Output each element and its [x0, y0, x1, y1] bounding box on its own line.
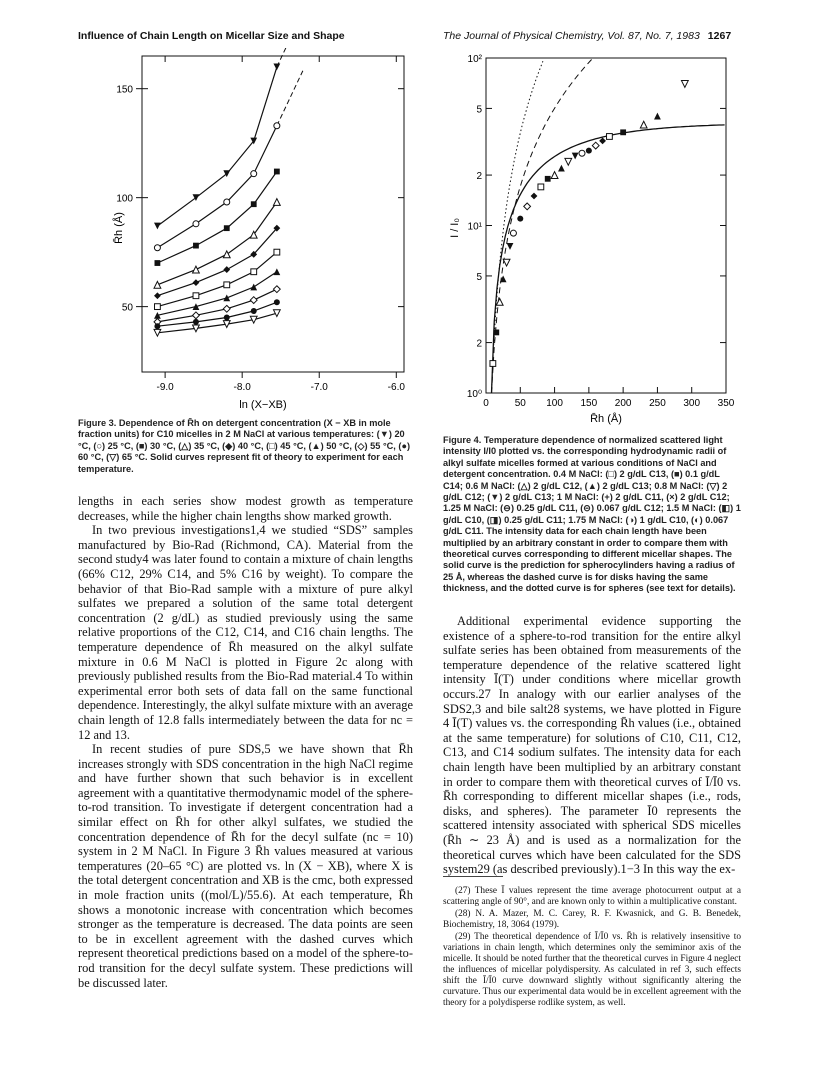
data-point: [224, 225, 230, 231]
data-point: [654, 113, 661, 120]
data-point: [193, 221, 199, 227]
data-point: [251, 308, 257, 314]
data-point: [586, 148, 592, 154]
data-point: [154, 292, 161, 299]
data-point: [531, 193, 538, 200]
dashed-extrapolation: [277, 48, 303, 67]
x-tick-label: 150: [580, 398, 598, 409]
disk-curve: [492, 58, 594, 393]
data-point: [155, 304, 161, 310]
x-tick-label: 0: [483, 398, 489, 409]
data-point: [503, 259, 510, 266]
left-column-text: [78, 494, 413, 990]
x-tick-label: -6.0: [387, 382, 405, 393]
running-head-left: Influence of Chain Length on Micellar Size and Shape: [78, 30, 345, 42]
fit-curve: [157, 302, 277, 326]
x-tick-label: 250: [649, 398, 666, 409]
y-tick-label: 50: [121, 302, 133, 314]
data-point: [274, 123, 280, 129]
data-point: [640, 121, 647, 128]
data-point: [155, 260, 161, 266]
data-point: [545, 176, 551, 182]
fit-curve: [157, 172, 277, 264]
data-point: [251, 201, 257, 207]
data-point: [599, 137, 606, 144]
x-tick-label: -8.0: [233, 382, 251, 393]
y-tick-label: 10⁰: [466, 389, 482, 400]
data-point: [493, 330, 499, 336]
y-tick-label: 2: [476, 338, 482, 350]
paragraph: In recent studies of pure SDS,5 we have shown that R̄h increases strongly with SDS concentration in the high NaCl regime and have further shown that such behavior is in excellent agreement with a quantitative thermodynamic model of the sphere-to-rod transition. To investigate if detergent concentration had a similar effect on R̄h for other alkyl sulfates, we studied the concentration dependence of R̄h for the decyl sulfate (nc = 10) system in 2 M NaCl. In Figure 3 R̄h values measured at various temperatures (20–65 °C) are plotted vs. ln (X − XB), where X is the total detergent concentration and XB is the cmc, both expressed in mole fraction units ((mol/L)/55.6). At each temperature, R̄h shows a monotonic increase with concentration which becomes stronger as the temperature is decreased. The data points are seen to be in excellent agreement with the dashed curves which represent theoretical predictions based on a model of the sphere-to-rod transition for the decyl sulfate system. These predictions will be discussed later.: [78, 742, 413, 990]
data-point: [193, 312, 200, 319]
paragraph: lengths in each series show modest growth as temperature decreases, while the higher chain lengths show marked growth.: [78, 494, 413, 523]
fit-curve: [157, 67, 277, 226]
y-tick-label: 150: [116, 84, 133, 96]
data-point: [251, 171, 257, 177]
data-point: [496, 298, 503, 305]
footnote: (28) N. A. Mazer, M. C. Carey, R. F. Kwasnick, and G. B. Benedek, Biochemistry, 18, 3064 (1979).: [443, 909, 741, 930]
paragraph: In two previous investigations1,4 we studied “SDS” samples manufactured by Bio-Rad (Richmond, CA). Material from the second study4 was later found to contain a mixture of chain lengths (66% C12, 29% C14, and 5% C16 by weight). To compare the behavior of that Bio-Rad sample with a mixture of pure alkyl sulfates we prepared a solution of the same total detergent concentration (2 g/dL) as studied previously using the same relative proportions of the C12, C14, and C16 chain lengths. The temperature dependence of R̄h measured on the alkyl sulfate mixture in 0.6 M NaCl is plotted in Figure 2c along with previously published results from the Bio-Rad material.4 To within experimental error both sets of data fall on the same functional dependence. Interestingly, the alkyl sulfate mixture with an average chain length of 12.8 falls intermediately between the data for nc = 12 and 13.: [78, 523, 413, 742]
data-point: [273, 286, 280, 293]
data-point: [224, 315, 230, 321]
fit-curve: [157, 289, 277, 322]
fig3-frame: [142, 56, 404, 372]
y-tick-label: 100: [116, 193, 133, 205]
fit-curve: [157, 252, 277, 307]
fit-curve: [157, 126, 277, 248]
data-point: [193, 293, 199, 299]
fig4-ylabel: I / I₀: [449, 218, 461, 238]
footnote-rule: [443, 876, 503, 877]
data-point: [193, 243, 199, 249]
y-tick-label: 10¹: [467, 221, 482, 233]
data-point: [620, 129, 626, 135]
data-point: [154, 223, 161, 230]
data-point: [565, 158, 572, 165]
fig4-xlabel: R̄h (Å): [590, 413, 622, 425]
fig4-frame: [486, 58, 726, 393]
data-point: [274, 249, 280, 255]
data-point: [572, 153, 579, 160]
data-point: [224, 282, 230, 288]
x-tick-label: -9.0: [156, 382, 174, 393]
data-point: [517, 216, 523, 222]
data-point: [273, 63, 280, 70]
sphere-curve: [492, 61, 543, 393]
data-point: [274, 299, 280, 305]
dashed-extrapolation: [277, 71, 303, 126]
fit-curve: [157, 313, 277, 333]
data-point: [551, 172, 558, 179]
data-point: [273, 199, 280, 206]
x-tick-label: 100: [546, 398, 563, 409]
data-point: [193, 266, 200, 273]
data-point: [579, 150, 585, 156]
data-point: [507, 243, 514, 250]
x-tick-label: 50: [514, 398, 526, 409]
footnote: (29) The theoretical dependence of Ī/Ī0 vs. R̄h is relatively insensitive to variations in chain length, which determines only the semiminor axis of the micelle. It should be noted further that the theoretical curves in Figure 4 neglect the influences of micellar polydispersity. As calculated in ref 3, such effects shift the Ī/Ī0 curve downward slightly without significantly altering the curvature. Thus our experimental data would be in excellent agreement with the theory for a polydisperse rodlike system, as well.: [443, 932, 741, 1008]
data-point: [154, 281, 161, 288]
rod-curve: [492, 125, 725, 393]
data-point: [524, 203, 531, 210]
x-tick-label: 200: [614, 398, 632, 409]
fig3-ylabel: R̄h (Å): [113, 212, 125, 244]
data-point: [490, 361, 496, 367]
figure-4-caption: Figure 4. Temperature dependence of normalized scattered light intensity I/I0 plotted vs. the corresponding hydrodynamic radii of alkyl sulfate micelles formed at various conditions of NaCl and detergent concentration. 0.4 M NaCl: (□) 2 g/dL C13, (■) 0.1 g/dL C14; 0.6 M NaCl: (△) 2 g/dL C12, (▲) 2 g/dL C13; 0.8 M NaCl: (▽) 2 g/dL C12; (▼) 2 g/dL C13; 1 M NaCl: (+) 2 g/dL C11, (×) 2 g/dL C12; 1.25 M NaCl: (⊖) 0.25 g/dL C11, (⊝) 0.067 g/dL C12; 1.5 M NaCl: (◧) 1 g/dL C10, (◨) 0.25 g/dL C11; 1.75 M NaCl: (◑) 1 g/dL C10, (◐) 0.067 g/dL C11. The intensity data for each chain length have been multiplied by an arbitrary constant in order to compare them with theoretical curves corresponding to different micellar shapes. The solid curve is the prediction for spherocylinders having a radius of 25 Å, whereas the dashed curve is for disks having the same thickness, and the dotted curve is for spheres (see text for details).: [443, 435, 741, 594]
data-point: [510, 230, 516, 236]
fig3-xlabel: ln (X−XB): [239, 399, 287, 411]
data-point: [251, 269, 257, 275]
journal-citation: The Journal of Physical Chemistry, Vol. 87, No. 7, 1983: [443, 30, 700, 42]
y-tick-label: 2: [476, 171, 482, 183]
x-tick-label: 350: [717, 398, 735, 409]
data-point: [223, 305, 230, 312]
data-point: [274, 169, 280, 175]
footnotes: [443, 886, 741, 1010]
data-point: [538, 184, 544, 190]
paragraph: Additional experimental evidence supporting the existence of a sphere-to-rod transition for the entire alkyl sulfate series has been obtained from measurements of the temperature dependence of the relative scattered light intensity Ī(T) under conditions where micellar growth occurs.27 In analogy with our earlier analyses of the SDS2,3 and bile salt28 systems, we have plotted in Figure 4 Ī(T) values vs. the corresponding R̄h values (i.e., obtained at the same temperature) for solutions of C10, C11, C12, C13, and C14 sodium sulfates. The intensity data for each chain length have been multiplied by an arbitrary constant in order to compare them with theoretical curves of Ī/Ī0 vs. R̄h corresponding to different micellar shapes (i.e., rods, disks, and spheres). The parameter Ī0 represents the scattered intensity associated with spherical SDS micelles (R̄h ∼ 23 Å) and is used as a normalization for the theoretical curves which have been calculated for the SDS system29 (as described previously).1−3 In this way the ex-: [443, 614, 741, 877]
data-point: [273, 268, 280, 275]
running-head-right: [443, 30, 731, 42]
y-tick-label: 10²: [467, 54, 482, 65]
y-tick-label: 5: [476, 271, 482, 283]
fit-curve: [157, 228, 277, 296]
figure-3-chart: [78, 48, 418, 413]
figure-4-chart: [440, 48, 740, 428]
fit-curve: [157, 202, 277, 285]
data-point: [223, 266, 230, 273]
data-point: [154, 245, 160, 251]
data-point: [193, 319, 199, 325]
figure-3-caption: Figure 3. Dependence of R̄h on detergent concentration (X − XB in mole fraction units) for C10 micelles in 2 M NaCl at various temperatures: (▼) 20 °C, (○) 25 °C, (■) 30 °C, (△) 35 °C, (◆) 40 °C, (□) 45 °C, (▲) 50 °C, (◇) 55 °C, (●) 60 °C, (▽) 65 °C. Solid curves represent fit of theory to experiment for each temperature.: [78, 418, 411, 474]
data-point: [592, 142, 599, 149]
data-point: [607, 134, 613, 140]
data-point: [681, 81, 688, 88]
y-tick-label: 5: [476, 104, 482, 116]
data-point: [558, 165, 565, 172]
data-point: [193, 279, 200, 286]
x-tick-label: -7.0: [310, 382, 328, 393]
data-point: [224, 199, 230, 205]
data-point: [273, 310, 280, 317]
right-column-text: [443, 614, 741, 877]
data-point: [250, 297, 257, 304]
data-point: [250, 284, 257, 291]
data-point: [154, 323, 160, 329]
x-tick-label: 300: [683, 398, 701, 409]
footnote: (27) These Ī values represent the time average photocurrent output at a scattering angle of 90°, and are known only to within a multiplicative constant.: [443, 886, 741, 907]
page-number: 1267: [707, 30, 732, 42]
data-point: [223, 295, 230, 302]
